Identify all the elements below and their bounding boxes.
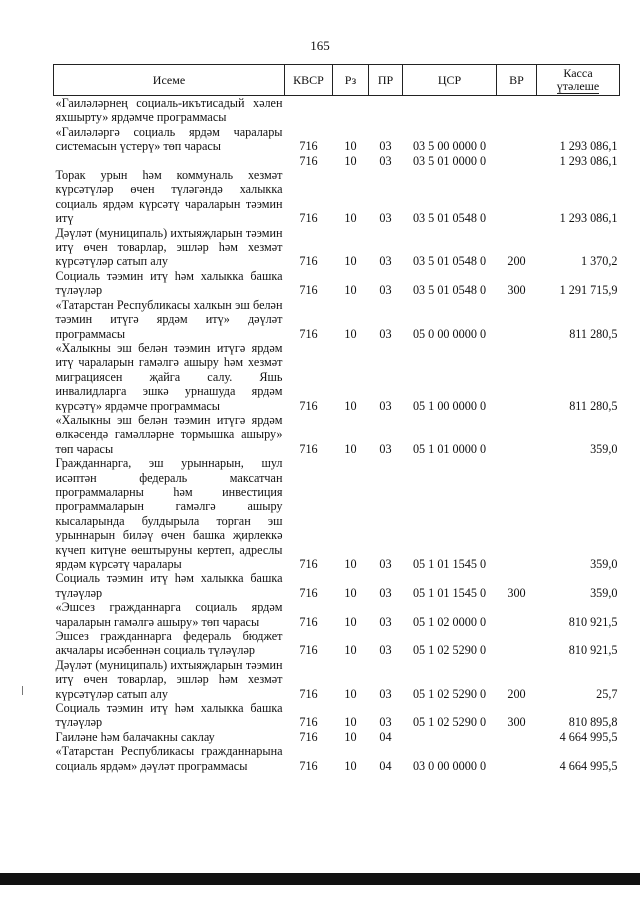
cell-vr [497,96,537,125]
table-row [54,600,620,629]
header-csr: ЦСР [403,65,497,96]
budget-table [53,64,620,773]
cell-kvsr: 716 [299,585,318,600]
margin-mark [22,686,23,695]
cell-rz: 10 [344,643,357,658]
cell-vr: 300 [507,585,526,600]
cell-amount: 1 293 086,1 [559,153,618,168]
cell-csr: 05 1 01 1545 0 [412,585,487,600]
cell-amount: 811 280,5 [569,326,618,341]
cell-csr: 03 5 01 0548 0 [412,283,487,298]
cell-vr: 200 [507,686,526,701]
cell-name: Дәүләт (муниципаль) ихтыяҗларын тәэмин итү өчен товарлар, эшләр һәм хезмәт күрсәтүләр сатып алу [55,657,283,701]
table-row [54,341,620,413]
cell-kvsr: 716 [299,326,318,341]
cell-kvsr: 716 [299,758,318,773]
header-rz: Рз [333,65,369,96]
cell-kvsr: 716 [299,557,318,571]
cell-vr [497,600,537,629]
cell-amount: 1 291 715,9 [559,283,618,298]
cell-pr: 03 [379,557,392,571]
cell-csr: 03 5 01 0548 0 [412,254,487,269]
cell-kvsr [285,96,333,125]
cell-kvsr: 716 [299,153,318,168]
cell-amount: 359,0 [590,441,618,456]
cell-pr: 03 [379,614,392,629]
cell-kvsr: 716 [299,614,318,629]
table-row [54,168,620,226]
cell-amount: 810 895,8 [568,715,618,730]
table-row [54,658,620,701]
cell-amount: 359,0 [590,585,618,600]
cell-kvsr: 716 [299,686,318,701]
table-body [54,96,620,774]
cell-rz [333,96,369,125]
table-row [54,701,620,730]
cell-name [54,154,285,168]
cell-csr: 03 5 01 0548 0 [412,211,487,226]
cell-name: «Халыкны эш белән тәэмин итүгә ярдәм итү чараларын гамәлгә ашыру һәм хезмәт миграциясен җайга салу. Яшь инвалидларга эшкә урнашуда ярдәм күрсәтү» ярдәмче программасы [55,340,283,413]
cell-name: Социаль тәэмин итү һәм халыкка башка түләүләр [55,701,283,730]
cell-amount: 4 664 995,5 [559,758,618,773]
cell-pr: 03 [379,585,392,600]
cell-amount: 359,0 [590,557,618,571]
page-number: 165 [310,38,330,53]
cell-pr: 04 [379,729,392,744]
table-header [54,65,620,96]
header-vr: ВР [497,65,537,96]
cell-vr [497,341,537,413]
cell-pr: 03 [379,715,392,730]
header-kassa-sub: үтәлеше [556,78,600,93]
table-row [54,744,620,773]
table-row [54,298,620,341]
cell-name: «Эшсез гражданнарга социаль ярдәм чараларын гамәлгә ашыру» төп чарасы [55,600,283,629]
cell-rz: 10 [344,614,357,629]
cell-csr: 05 0 00 0000 0 [412,326,487,341]
cell-csr: 05 1 00 0000 0 [412,398,487,413]
cell-rz: 10 [344,326,357,341]
cell-csr: 05 1 02 5290 0 [412,715,487,730]
cell-name: Социаль тәэмин итү һәм халыкка башка түләүләр [55,268,283,298]
cell-pr: 03 [379,153,392,168]
cell-name: «Татарстан Республикасы гражданнарына социаль ярдәм» дәүләт программасы [55,744,283,773]
cell-vr [497,456,537,571]
cell-name: Дәүләт (муниципаль) ихтыяҗларын тәэмин итү өчен товарлар, эшләр һәм хезмәт күрсәтүләр сатып алу [55,225,283,269]
table-row [54,125,620,154]
cell-csr: 03 5 01 0000 0 [412,153,487,168]
cell-pr [369,96,403,125]
cell-rz: 10 [344,557,357,571]
cell-amount: 810 921,5 [568,614,618,629]
cell-vr [497,154,537,168]
cell-vr [497,413,537,456]
cell-amount: 1 293 086,1 [559,211,618,226]
cell-csr: 03 5 00 0000 0 [412,139,487,154]
cell-amount: 810 921,5 [568,643,618,658]
header-name: Исеме [54,65,285,96]
cell-name: Социаль тәэмин итү һәм халыкка башка түләүләр [55,571,283,600]
cell-pr: 03 [379,398,392,413]
table-row [54,571,620,600]
cell-pr: 03 [379,686,392,701]
header-kvsr: КВСР [285,65,333,96]
header-kassa-label: Касса [563,65,593,80]
cell-amount [537,96,620,125]
cell-kvsr: 716 [299,398,318,413]
cell-kvsr: 716 [299,729,318,744]
cell-rz: 10 [344,211,357,226]
table-row [54,226,620,269]
cell-name: «Гаиләләргә социаль ярдәм чаралары системасын үстерү» төп чарасы [55,124,283,154]
cell-vr [497,730,537,744]
cell-csr: 05 1 01 0000 0 [412,441,487,456]
cell-pr: 03 [379,441,392,456]
cell-rz: 10 [344,686,357,701]
cell-csr [403,730,497,744]
cell-pr: 03 [379,211,392,226]
cell-name: «Татарстан Республикасы халкын эш белән тәэмин итүгә ярдәм итү» дәүләт программасы [55,297,283,341]
cell-vr [497,744,537,773]
cell-vr [497,168,537,226]
cell-amount: 1 370,2 [580,254,618,269]
cell-vr [497,629,537,658]
cell-csr: 05 1 02 5290 0 [412,643,487,658]
table-row [54,730,620,744]
cell-rz: 10 [344,283,357,298]
table-row [54,154,620,168]
cell-name: Эшсез гражданнарга федераль бюджет акчалары исәбеннән социаль түләүләр [55,629,283,658]
header-kassa [537,65,620,96]
cell-kvsr: 716 [299,283,318,298]
cell-pr: 03 [379,326,392,341]
cell-kvsr: 716 [299,211,318,226]
cell-rz: 10 [344,585,357,600]
cell-pr: 03 [379,254,392,269]
cell-csr: 05 1 02 5290 0 [412,686,487,701]
cell-rz: 10 [344,153,357,168]
cell-rz: 10 [344,398,357,413]
table-row [54,629,620,658]
cell-kvsr: 716 [299,139,318,154]
cell-kvsr: 716 [299,441,318,456]
cell-amount: 4 664 995,5 [559,729,618,744]
cell-pr: 04 [379,758,392,773]
table-row [54,413,620,456]
cell-csr: 05 1 02 0000 0 [412,614,487,629]
cell-kvsr: 716 [299,643,318,658]
cell-pr: 03 [379,643,392,658]
cell-kvsr: 716 [299,715,318,730]
cell-rz: 10 [344,758,357,773]
cell-vr: 300 [507,283,526,298]
cell-amount: 1 293 086,1 [559,139,618,154]
table-row [54,96,620,125]
cell-rz: 10 [344,254,357,269]
table-row [54,269,620,298]
cell-name: Гаиләне һәм балачакны саклау [55,729,215,744]
cell-rz: 10 [344,139,357,154]
table-row [54,456,620,571]
cell-rz: 10 [344,715,357,730]
cell-amount: 811 280,5 [569,398,618,413]
scan-edge-bar [0,873,640,885]
cell-name: «Халыкны эш белән тәэмин итүгә ярдәм өлкәсендә гамәлләрне тормышка ашыру» төп чарасы [55,412,283,456]
cell-vr: 300 [507,715,526,730]
cell-csr: 03 0 00 0000 0 [412,758,487,773]
cell-pr: 03 [379,139,392,154]
cell-vr [497,125,537,154]
cell-rz: 10 [344,729,357,744]
cell-vr [497,298,537,341]
cell-name: Торак урын һәм коммуналь хезмәт күрсәтүләр өчен түләгәндә халыкка социаль ярдәм күрсәтү чараларын тәэмин итү [55,168,283,226]
cell-name: Гражданнарга, эш урыннарын, шул исәптән федераль максатчан программаларны һәм инвестиция программаларын гамәлгә ашыру кысаларында булдырыла торган эш урыннарын биләү өчен башка җирлеккә күчеп китүне өештыруны кертеп, адреслы ярдәм күрсәтү чаралары [55,456,283,571]
cell-pr: 03 [379,283,392,298]
cell-csr [403,96,497,125]
cell-kvsr: 716 [299,254,318,269]
cell-amount: 25,7 [596,686,618,701]
cell-rz: 10 [344,441,357,456]
cell-vr: 200 [507,254,526,269]
header-pr: ПР [369,65,403,96]
cell-csr: 05 1 01 1545 0 [412,557,487,571]
cell-name: «Гаиләләрнең социаль-икътисадый хәлен яхшырту» ярдәмче программасы [55,96,283,125]
